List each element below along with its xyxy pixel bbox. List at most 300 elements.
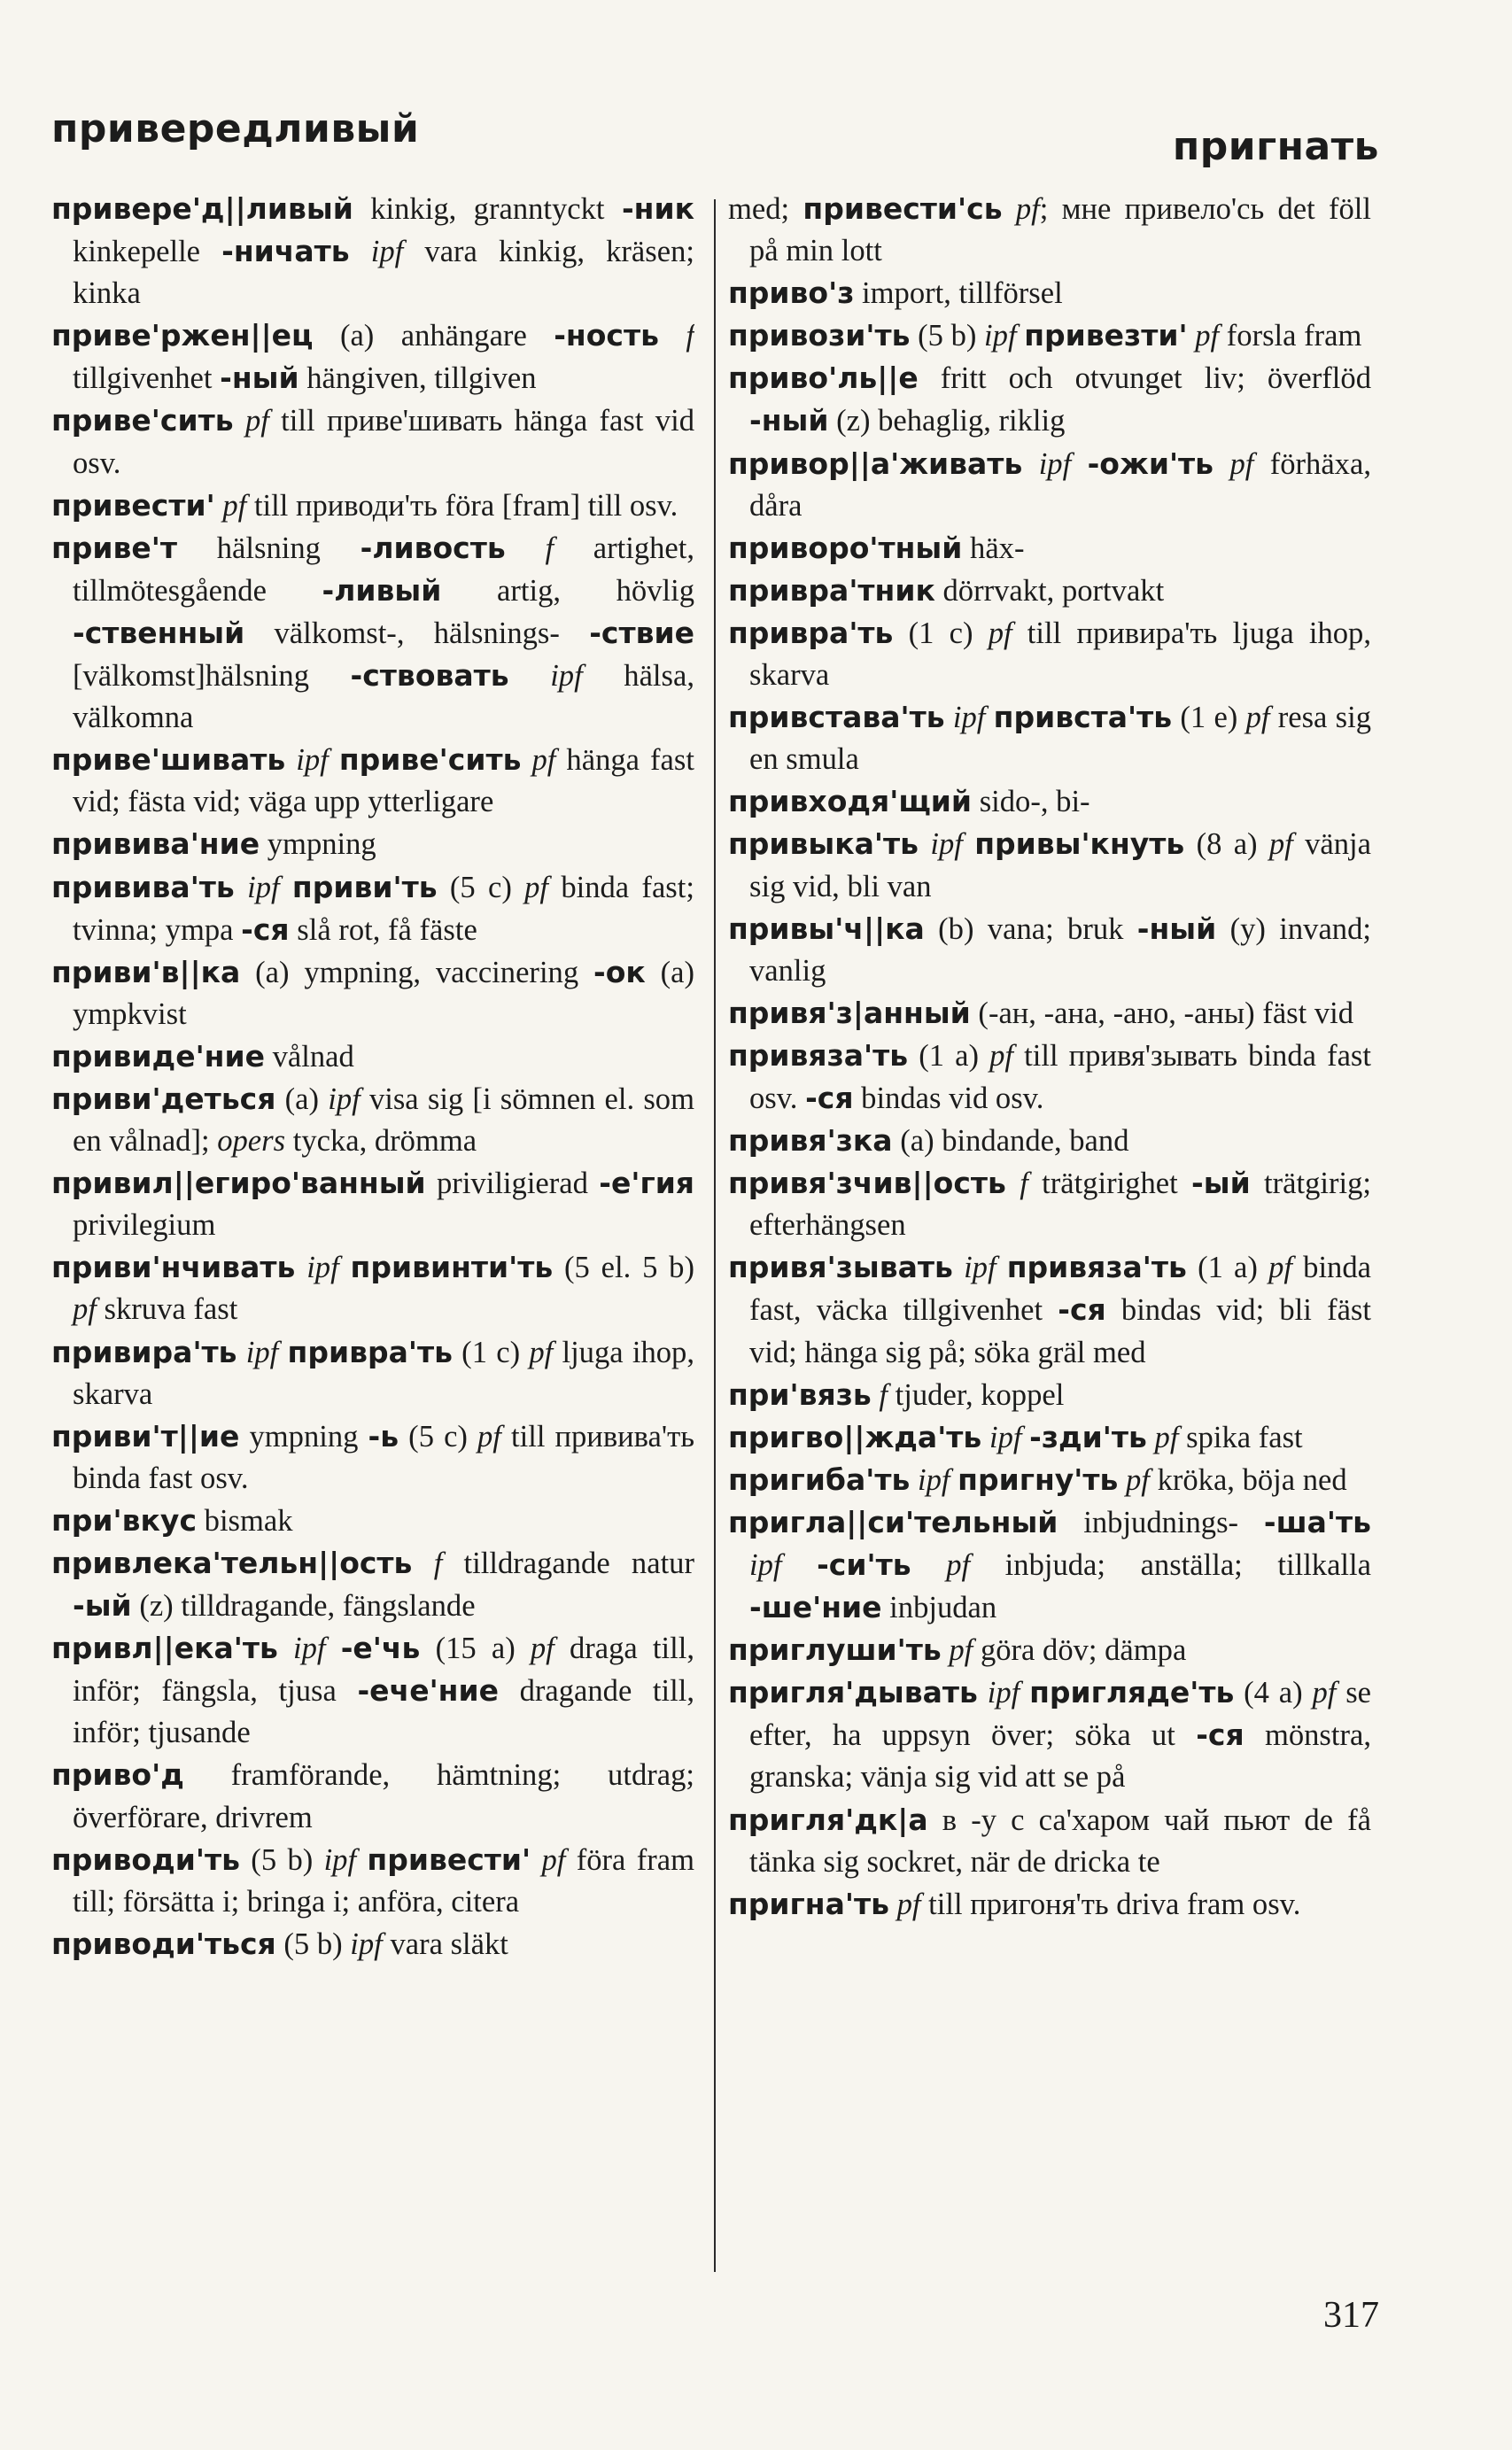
grammar-label: ipf — [370, 235, 404, 269]
definition-text — [981, 1421, 989, 1454]
definition-text: в -у с са'харом чай пьют de få tänka sig sockret, när de dricka te — [749, 1803, 1371, 1879]
definition-text: (5 c) — [399, 1419, 478, 1454]
headword: -ь — [368, 1418, 399, 1454]
headword: привы'ч||ка — [728, 911, 925, 946]
dictionary-entry — [51, 1162, 694, 1246]
headword: пригну'ть — [958, 1461, 1119, 1497]
definition-text: (15 a) — [420, 1632, 531, 1666]
grammar-label: pf — [73, 1292, 97, 1327]
headword: -ый — [1191, 1166, 1251, 1201]
grammar-label: ipf — [350, 1927, 383, 1961]
definition-text: hälsa, välkomna — [73, 659, 694, 735]
definition-text: binda fast; tvinna; ympa — [73, 870, 694, 947]
dictionary-entry — [728, 1035, 1371, 1120]
definition-text: (5 c) — [437, 870, 525, 904]
definition-text — [234, 404, 245, 438]
definition-text: häx- — [962, 531, 1025, 565]
headword: -ный — [220, 361, 299, 396]
headword: привиде'ние — [51, 1038, 265, 1074]
grammar-label: pf — [1015, 192, 1040, 226]
definition-text: ljuga ihop, skarva — [73, 1335, 694, 1411]
definition-text — [978, 1676, 988, 1710]
headword: приви'в||ка — [51, 954, 241, 989]
definition-text — [1006, 1167, 1020, 1200]
headword: приве'сить — [51, 403, 234, 438]
definition-text: bindas vid osv. — [853, 1081, 1044, 1115]
headword: привози'ть — [728, 318, 911, 353]
dictionary-entry — [51, 1035, 694, 1078]
grammar-label: opers — [217, 1124, 286, 1159]
left-column — [51, 188, 694, 1965]
dictionary-entry — [51, 1542, 694, 1627]
headword: привира'ть — [51, 1334, 237, 1369]
definition-text — [919, 827, 930, 861]
headword: -ный — [749, 403, 829, 438]
definition-text: (5 el. 5 b) — [553, 1251, 694, 1285]
definition-text — [1147, 1421, 1155, 1454]
grammar-label: pf — [1245, 701, 1270, 735]
dictionary-entry — [728, 992, 1371, 1035]
grammar-label: ipf — [306, 1251, 339, 1285]
dictionary-entry — [728, 1459, 1371, 1501]
definition-text: kinkepelle — [73, 235, 222, 269]
headword: приво'ль||е — [728, 361, 919, 396]
definition-text — [1003, 192, 1016, 226]
grammar-label: ipf — [964, 1251, 996, 1285]
definition-text — [350, 235, 371, 268]
headword: -е'гия — [599, 1166, 694, 1201]
definition-text: inbjudnings- — [1058, 1505, 1264, 1539]
definition-text: import, tillförsel — [854, 276, 1063, 311]
grammar-label: pf — [541, 1842, 566, 1877]
headword: привя'зка — [728, 1123, 893, 1159]
definition-text: till привя'зывать binda fast osv. — [749, 1038, 1371, 1115]
definition-text: sido-, bi- — [972, 785, 1090, 819]
headword: приви'ть — [291, 869, 438, 904]
grammar-label: pf — [477, 1419, 501, 1454]
grammar-label: f — [1020, 1167, 1028, 1201]
headword: привести' — [367, 1841, 531, 1877]
definition-text — [506, 531, 546, 565]
headword: -ственный — [73, 615, 245, 650]
definition-text: (y) invand; vanlig — [749, 911, 1371, 988]
headword: привинти'ть — [350, 1250, 554, 1285]
page-number: 317 — [1323, 2295, 1379, 2336]
headword: -ше'ние — [749, 1590, 882, 1625]
headword: привил||егиро'ванный — [51, 1166, 426, 1201]
grammar-label: ipf — [245, 1335, 279, 1369]
headword: привра'ть — [728, 615, 894, 650]
headword: при'вкус — [51, 1502, 198, 1538]
definition-text: bindas vid; bli fäst vid; hänga sig på; söka gräl med — [749, 1293, 1371, 1369]
headword: приве'т — [51, 530, 178, 565]
definition-text: med; — [728, 192, 803, 226]
definition-text: föra fram till; försätta i; bringa i; anföra, citera — [73, 1842, 694, 1919]
definition-text — [996, 1251, 1007, 1284]
definition-text: inbjuda; anställa; tillkalla — [970, 1548, 1371, 1582]
grammar-label: pf — [1229, 446, 1254, 481]
headword: привя'з|анный — [728, 995, 971, 1030]
headword: привыка'ть — [728, 826, 919, 862]
definition-text: (a) ympkvist — [73, 955, 694, 1031]
definition-text: till приводи'ть föra [fram] till osv. — [246, 488, 678, 523]
definition-text: binda fast, väcka tillgivenhet — [749, 1251, 1371, 1328]
headword: пригля'дк|а — [728, 1802, 928, 1837]
headword: -ствовать — [350, 658, 509, 694]
definition-text: kinkig, granntyckt — [353, 192, 622, 226]
headword: -ливый — [322, 572, 442, 608]
grammar-label: pf — [222, 488, 247, 523]
headword: пригля'дывать — [728, 1675, 978, 1710]
headword: при'вязь — [728, 1376, 872, 1412]
headword: привор||а'живать — [728, 446, 1023, 481]
headword: привя'зывать — [728, 1250, 953, 1285]
headword: приве'шивать — [51, 742, 286, 778]
definition-text: slå rot, få fäste — [289, 912, 477, 947]
dictionary-entry — [51, 1923, 694, 1965]
definition-text: (b) vana; bruk — [924, 911, 1137, 946]
grammar-label: pf — [946, 1548, 971, 1582]
definition-text — [945, 701, 953, 734]
grammar-label: ipf — [550, 659, 583, 694]
dictionary-entry — [728, 314, 1371, 357]
headword: привра'тник — [728, 572, 935, 608]
dictionary-entry — [51, 823, 694, 865]
headword: -ствие — [589, 615, 694, 650]
definition-text: resa sig en smula — [749, 701, 1371, 777]
headword: приводи'ться — [51, 1926, 276, 1961]
definition-text: (a) anhängare — [313, 319, 554, 353]
definition-text: skruva fast — [96, 1292, 238, 1327]
grammar-label: pf — [1154, 1420, 1179, 1454]
headword: пригво||жда'ть — [728, 1419, 982, 1454]
dictionary-entry — [51, 1331, 694, 1415]
grammar-label: ipf — [323, 1842, 357, 1877]
headword: -зди'ть — [1029, 1419, 1147, 1454]
definition-text: (1 c) — [893, 616, 989, 650]
dictionary-entry — [51, 485, 694, 527]
grammar-label: pf — [530, 1632, 554, 1666]
definition-text: till приве'шивать hänga fast vid osv. — [73, 404, 694, 480]
headword: привести'сь — [803, 191, 1003, 226]
dictionary-entry — [51, 1078, 694, 1162]
grammar-label: pf — [1268, 827, 1293, 862]
definition-text — [1213, 447, 1229, 481]
dictionary-entry — [728, 188, 1371, 272]
definition-text: artighet, tillmötesgående — [73, 531, 694, 608]
headword: приверe'д||ливый — [51, 191, 353, 226]
grammar-label: pf — [988, 616, 1012, 650]
definition-text — [237, 1336, 246, 1369]
dictionary-entry — [728, 1671, 1371, 1798]
definition-text — [950, 1463, 958, 1497]
headword: привива'ние — [51, 826, 260, 862]
definition-text: (1 e) — [1172, 701, 1246, 735]
headword: -ный — [1136, 911, 1217, 946]
headword: привяза'ть — [728, 1037, 909, 1073]
definition-text: ympning — [260, 827, 376, 862]
headword: приво'з — [728, 275, 855, 311]
definition-text: tillgivenhet — [73, 361, 221, 396]
headword: привра'ть — [287, 1334, 453, 1369]
dictionary-entry — [51, 1839, 694, 1923]
headword: приглуши'ть — [728, 1632, 942, 1668]
definition-text: tycka, drömma — [285, 1124, 477, 1159]
definition-text: till привива'ть binda fast osv. — [73, 1419, 694, 1495]
dictionary-entry — [728, 357, 1371, 442]
definition-text: (5 b) — [239, 1842, 324, 1877]
definition-text: (a) — [275, 1082, 329, 1116]
definition-text — [1188, 319, 1196, 353]
dictionary-entry — [728, 908, 1371, 992]
definition-text: priviligierad — [425, 1167, 600, 1201]
grammar-label: pf — [949, 1633, 973, 1668]
grammar-label: ipf — [296, 743, 329, 778]
definition-text: ; мне привело'сь det föll på min lott — [749, 192, 1371, 268]
grammar-label: f — [433, 1547, 443, 1580]
dictionary-entry — [728, 1416, 1371, 1459]
definition-text — [1021, 1421, 1029, 1454]
header-first-headword: привередливый — [51, 106, 420, 151]
definition-text: vänja sig vid, bli van — [749, 827, 1371, 903]
dictionary-entry — [728, 1629, 1371, 1671]
headword: -ок — [593, 954, 646, 989]
definition-text: till привира'ть ljuga ihop, skarva — [749, 616, 1371, 693]
dictionary-entry — [51, 527, 694, 739]
definition-text: till пригоня'ть driva fram osv. — [920, 1887, 1301, 1921]
definition-text: forsla fram — [1219, 319, 1362, 353]
dictionary-entry — [51, 866, 694, 951]
grammar-label: ipf — [917, 1462, 950, 1497]
definition-text — [356, 1843, 367, 1877]
definition-text — [953, 1251, 964, 1284]
definition-text: (1 c) — [452, 1335, 530, 1369]
definition-text: (1 a) — [1186, 1251, 1269, 1285]
headword: -ся — [241, 911, 290, 947]
headword: -ся — [1196, 1717, 1244, 1753]
headword: -ый — [73, 1588, 132, 1624]
definition-text: välkomst-, hälsnings- — [244, 616, 590, 650]
headword: пригиба'ть — [728, 1461, 911, 1497]
definition-text: vara kinkig, kräsen; kinka — [73, 235, 694, 311]
headword: приве'ржен||ец — [51, 318, 314, 353]
grammar-label: ipf — [293, 1632, 326, 1666]
headword: привл||ека'ть — [51, 1631, 278, 1666]
definition-text: (-ан, -ана, -ано, -аны) fäst vid — [970, 996, 1354, 1030]
dictionary-entry — [51, 1627, 694, 1754]
grammar-label: f — [686, 319, 694, 353]
headword: привя'зчив||ость — [728, 1166, 1006, 1201]
dictionary-entry — [51, 188, 694, 314]
dictionary-entry — [728, 527, 1371, 570]
definition-text — [659, 319, 686, 353]
definition-text — [1022, 447, 1038, 481]
grammar-label: f — [545, 531, 554, 565]
definition-text: inbjudan — [881, 1591, 997, 1625]
headword: приви'деться — [51, 1081, 276, 1116]
grammar-label: pf — [244, 404, 269, 438]
headword: -ече'ние — [357, 1673, 499, 1709]
definition-text — [911, 1548, 947, 1582]
headword: пригла||си'тельный — [728, 1504, 1058, 1539]
definition-text — [295, 1251, 306, 1284]
definition-text: (1 a) — [908, 1038, 990, 1073]
grammar-label: pf — [529, 1335, 554, 1369]
definition-text — [326, 1632, 341, 1665]
dictionary-entry — [728, 1162, 1371, 1246]
headword: -ничать — [221, 234, 350, 269]
headword: привива'ть — [51, 869, 235, 904]
headword: приви'нчивать — [51, 1250, 296, 1285]
definition-text — [235, 871, 247, 904]
definition-text — [509, 659, 551, 693]
dictionary-entry — [728, 780, 1371, 823]
definition-text: (a) bindande, band — [892, 1124, 1129, 1159]
definition-text: [välkomst]hälsning — [73, 659, 351, 694]
grammar-label: pf — [989, 1038, 1014, 1073]
definition-text: artig, hövlig — [441, 573, 694, 608]
definition-text — [280, 871, 292, 904]
definition-text: (5 b) — [910, 319, 985, 353]
grammar-label: ipf — [989, 1420, 1022, 1454]
definition-text — [963, 827, 974, 861]
definition-text — [1071, 447, 1087, 481]
grammar-label: pf — [524, 870, 549, 904]
headword: приворо'тный — [728, 530, 963, 565]
dictionary-entry — [728, 1120, 1371, 1162]
definition-text: kröka, böja ned — [1149, 1462, 1347, 1497]
dictionary-entry — [728, 1883, 1371, 1926]
headword: привы'кнуть — [974, 826, 1185, 862]
grammar-label: ipf — [247, 870, 280, 904]
dictionary-entry — [728, 1799, 1371, 1883]
definition-text — [412, 1547, 433, 1580]
definition-text — [782, 1548, 818, 1582]
definition-text — [531, 1843, 541, 1877]
grammar-label: ipf — [749, 1548, 782, 1582]
headword: приво'д — [51, 1757, 184, 1793]
definition-text — [521, 743, 531, 777]
headword: -ся — [805, 1080, 854, 1115]
headword: привяза'ть — [1006, 1250, 1187, 1285]
headword: привходя'щий — [728, 784, 973, 819]
dictionary-entry — [728, 823, 1371, 907]
dictionary-entry — [51, 1754, 694, 1838]
grammar-label: ipf — [984, 319, 1017, 353]
grammar-label: pf — [1195, 319, 1220, 353]
definition-text: dörrvakt, portvakt — [934, 573, 1165, 608]
dictionary-entry — [51, 399, 694, 484]
definition-text — [1017, 319, 1025, 353]
definition-text: göra döv; dämpa — [973, 1633, 1187, 1668]
definition-text: hängiven, tillgiven — [299, 361, 537, 396]
column-divider — [714, 199, 716, 2272]
dictionary-entry — [51, 314, 694, 399]
definition-text: tilldragande natur — [442, 1547, 694, 1580]
definition-text: framförande, hämtning; utdrag; överförare, drivrem — [73, 1758, 694, 1834]
definition-text: (a) ympning, vaccinering — [240, 955, 593, 989]
grammar-label: ipf — [987, 1676, 1020, 1710]
headword: привезти' — [1024, 318, 1188, 353]
headword: -ша'ть — [1263, 1504, 1371, 1539]
dictionary-entry — [51, 739, 694, 823]
definition-text — [285, 743, 296, 777]
definition-text — [985, 701, 993, 734]
headword: -ся — [1058, 1292, 1106, 1328]
headword: привлека'тельн||ость — [51, 1546, 413, 1580]
definition-text: vålnad — [265, 1039, 354, 1074]
definition-text: ympning — [239, 1419, 368, 1454]
definition-text: (8 a) — [1184, 827, 1269, 862]
definition-text: (z) behaglig, riklig — [828, 404, 1066, 438]
definition-text: (4 a) — [1234, 1676, 1313, 1710]
grammar-label: ipf — [328, 1082, 361, 1116]
dictionary-entry — [51, 951, 694, 1035]
headword: приве'сить — [338, 742, 522, 778]
definition-text: hälsning — [177, 531, 361, 565]
dictionary-entry — [51, 1246, 694, 1330]
headword: -ожи'ть — [1087, 446, 1214, 481]
definition-text: bismak — [197, 1503, 293, 1538]
header-last-headword: пригнать — [1172, 124, 1379, 169]
definition-text — [889, 1888, 897, 1921]
definition-text — [278, 1336, 287, 1369]
headword: привстава'ть — [728, 700, 945, 735]
dictionary-entry — [728, 612, 1371, 696]
definition-text: dragande till, inför; tjusande — [73, 1674, 694, 1750]
grammar-label: ipf — [930, 827, 963, 862]
grammar-label: pf — [1268, 1251, 1292, 1285]
headword: привести' — [51, 487, 215, 523]
headword: -ливость — [360, 530, 506, 565]
headword: приви'т||ие — [51, 1418, 240, 1454]
dictionary-entry — [728, 443, 1371, 527]
dictionary-entry — [51, 1500, 694, 1542]
headword: привста'ть — [993, 700, 1173, 735]
dictionary-entry — [728, 1246, 1371, 1373]
dictionary-entry — [51, 1415, 694, 1500]
dictionary-entry — [728, 1374, 1371, 1416]
definition-text: tjuder, koppel — [888, 1377, 1065, 1412]
dictionary-entry — [728, 1501, 1371, 1629]
definition-text: draga till, inför; fängsla, tjusa — [73, 1632, 694, 1709]
definition-text: trätgirighet — [1027, 1167, 1192, 1201]
page-header — [51, 106, 1379, 186]
definition-text — [1020, 1676, 1029, 1710]
right-column — [728, 188, 1371, 1926]
headword: приводи'ть — [51, 1841, 240, 1877]
headword: пригна'ть — [728, 1886, 889, 1921]
definition-text: visa sig [i sömnen el. som en vålnad]; — [73, 1082, 694, 1159]
grammar-label: pf — [896, 1887, 921, 1921]
headword: -си'ть — [817, 1547, 911, 1582]
definition-text: trätgirig; efterhängsen — [749, 1167, 1371, 1243]
definition-text — [329, 743, 339, 777]
headword: -е'чь — [340, 1631, 421, 1666]
definition-text: spika fast — [1178, 1420, 1303, 1454]
definition-text — [1118, 1463, 1126, 1497]
grammar-label: ipf — [952, 701, 986, 735]
headword: -ник — [621, 191, 694, 226]
dictionary-entry — [728, 570, 1371, 612]
definition-text: vara släkt — [382, 1927, 508, 1961]
definition-text — [339, 1251, 351, 1284]
grammar-label: f — [879, 1377, 888, 1412]
headword: пригляде'ть — [1029, 1675, 1235, 1710]
grammar-label: pf — [531, 743, 556, 778]
dictionary-entry — [728, 696, 1371, 780]
grammar-label: pf — [1126, 1462, 1150, 1497]
